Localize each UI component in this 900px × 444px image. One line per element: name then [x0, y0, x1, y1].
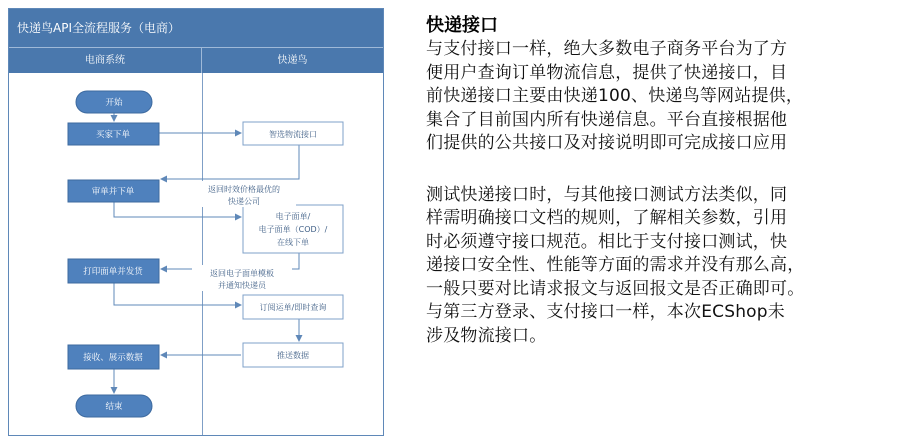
svg-text:快递公司: 快递公司 [228, 197, 260, 206]
paragraph-line: 一般只要对比请求报文与返回报文是否正确即可。 [426, 278, 805, 299]
subscribe-query-node [243, 295, 343, 319]
svg-text:返回时效价格最优的: 返回时效价格最优的 [208, 185, 280, 194]
paragraph-line: 便用户查询订单物流信息，提供了快递接口，目 [426, 62, 788, 83]
label-return-best [192, 181, 296, 207]
edge-smart-to-review [161, 145, 299, 179]
review-order-node [68, 180, 159, 202]
push-data-node [243, 343, 343, 367]
paragraph-line: 测试快递接口时，与其他接口测试方法类似，同 [426, 184, 788, 205]
e-waybill-node [243, 205, 343, 253]
section-title: 快递接口 [426, 15, 498, 36]
end-node [76, 395, 152, 417]
svg-text:返回电子面单模板: 返回电子面单模板 [210, 269, 274, 278]
flow-diagram [9, 9, 384, 436]
start-node [76, 91, 152, 113]
buyer-order-node [68, 123, 159, 145]
paragraph-line: 集合了目前国内所有快递信息。平台直接根据他 [426, 109, 788, 130]
print-ship-node [68, 259, 159, 283]
paragraph-line: 们提供的公共接口及对接说明即可完成接口应用 [426, 133, 788, 153]
diagram-title: 快递鸟API全流程服务（电商） [9, 9, 383, 47]
svg-text:买家下单: 买家下单 [95, 130, 131, 140]
svg-text:审单并下单: 审单并下单 [91, 187, 135, 197]
svg-text:并通知快递员: 并通知快递员 [218, 281, 266, 290]
paragraph-line: 与支付接口一样，绝大多数电子商务平台为了方 [426, 39, 788, 59]
paragraph-line: 递接口安全性、性能等方面的需求并没有那么高， [426, 255, 805, 275]
receive-display-node [68, 345, 159, 369]
svg-text:结束: 结束 [105, 402, 123, 412]
svg-text:接收、展示数据: 接收、展示数据 [83, 353, 143, 363]
label-return-template [192, 265, 292, 291]
smart-logistics-node [243, 122, 343, 145]
svg-text:在线下单: 在线下单 [277, 238, 309, 247]
svg-text:智选物流接口: 智选物流接口 [269, 130, 317, 139]
paragraph-line: 样需明确接口文档的规则，了解相关参数，引用 [426, 208, 788, 228]
svg-text:订阅运单/即时查询: 订阅运单/即时查询 [259, 303, 327, 312]
paragraph-line: 时必须遵守接口规范。相比于支付接口测试，快 [426, 231, 788, 252]
svg-text:电子面单（COD）/: 电子面单（COD）/ [258, 225, 328, 234]
paragraph-line: 与第三方登录、支付接口一样，本次ECShop未 [426, 302, 785, 322]
svg-text:推送数据: 推送数据 [277, 351, 309, 360]
svg-text:电子面单/: 电子面单/ [275, 212, 311, 221]
svg-text:开始: 开始 [105, 98, 123, 108]
flowchart-panel [8, 8, 384, 436]
text-panel [426, 14, 886, 348]
paragraph-1 [426, 38, 886, 156]
paragraph-line: 涉及物流接口。 [426, 325, 547, 346]
lane-header-kdniao: 快递鸟 [202, 47, 383, 73]
lane-header-ecommerce: 电商系统 [9, 47, 202, 73]
paragraph-gap [426, 156, 886, 184]
paragraph-2 [426, 184, 886, 349]
svg-text:打印面单并发货: 打印面单并发货 [83, 267, 143, 277]
paragraph-line: 前快递接口主要由快递100、快递鸟等网站提供， [426, 86, 804, 106]
